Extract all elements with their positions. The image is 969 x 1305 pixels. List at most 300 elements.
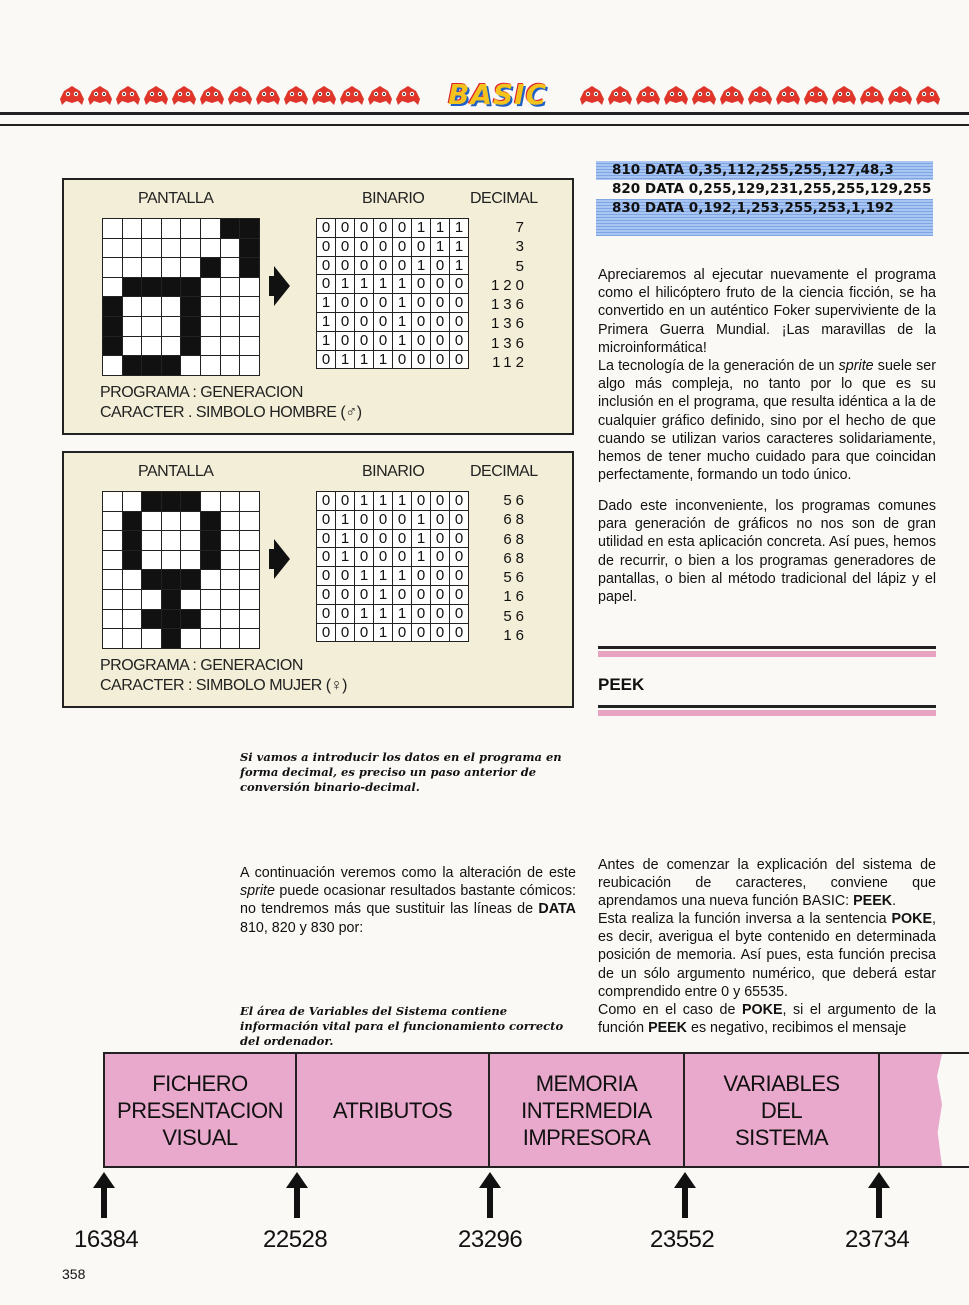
right-paragraph-1: Apreciaremos al ejecutar nuevamente el programa como el hilicóptero fruto de la ciencia ficción, se ha convertido en un auténtico Foker superviviente de la Primera Guerra Mundial. ¡Las maravillas de la microinformática!: [598, 267, 936, 356]
pixel-cell: [240, 278, 260, 298]
binary-digit: 0: [393, 530, 412, 549]
pixel-cell: [103, 570, 123, 590]
pixel-cell: [181, 590, 201, 610]
pixel-cell: [123, 337, 143, 357]
binary-digit: 1: [393, 492, 412, 511]
space-invader-icon: [58, 83, 86, 109]
arrow-shaft: [269, 276, 276, 296]
pixel-cell: [103, 258, 123, 278]
basic-logo: BASIC: [448, 78, 548, 111]
pixel-cell: [240, 219, 260, 239]
decimal-value: 16: [503, 588, 528, 606]
binary-digit: 0: [450, 567, 469, 586]
binary-digit: 1: [393, 294, 412, 313]
binary-digit: 0: [336, 219, 355, 238]
pixel-grid: [102, 491, 260, 649]
pixel-cell: [142, 570, 162, 590]
space-invader-icon: [338, 83, 366, 109]
pixel-cell: [201, 239, 221, 259]
pixel-cell: [240, 356, 260, 376]
pixel-cell: [123, 512, 143, 532]
programa-label: PROGRAMA : GENERACION: [100, 657, 303, 674]
space-invader-icon: [366, 83, 394, 109]
memory-region-label: MEMORIA: [535, 1070, 638, 1096]
pixel-cell: [221, 531, 241, 551]
pixel-cell: [221, 629, 241, 649]
binary-digit: 0: [431, 492, 450, 511]
binary-digit: 1: [450, 238, 469, 257]
pixel-cell: [142, 219, 162, 239]
pixel-cell: [142, 492, 162, 512]
memory-address: 16384: [74, 1226, 139, 1253]
binary-digit: 1: [336, 530, 355, 549]
binary-digit: 0: [317, 492, 336, 511]
binary-digit: 0: [431, 332, 450, 351]
binary-digit: 0: [450, 351, 469, 370]
decimal-label: DECIMAL: [470, 190, 538, 207]
space-invader-icon: [858, 83, 886, 109]
decimal-value: 68: [503, 511, 528, 529]
binary-digit: 0: [412, 332, 431, 351]
binary-digit: 1: [412, 548, 431, 567]
pixel-cell: [162, 590, 182, 610]
up-arrow-icon: [674, 1172, 696, 1218]
pixel-cell: [103, 512, 123, 532]
binary-digit: 1: [412, 530, 431, 549]
memory-region-label: VARIABLES: [723, 1070, 840, 1096]
pixel-cell: [162, 239, 182, 259]
pixel-cell: [123, 492, 143, 512]
binary-digit: 0: [317, 624, 336, 643]
space-invader-icon: [662, 83, 690, 109]
binary-digit: 1: [336, 275, 355, 294]
binary-digit: 1: [317, 294, 336, 313]
binary-digit: 0: [336, 492, 355, 511]
pixel-cell: [123, 317, 143, 337]
decimal-value: 56: [503, 607, 528, 625]
pixel-cell: [201, 337, 221, 357]
memory-address: 22528: [263, 1226, 328, 1253]
binary-digit: 1: [374, 492, 393, 511]
binary-digit: 0: [412, 294, 431, 313]
binary-digit: 0: [393, 586, 412, 605]
binary-digit: 0: [450, 294, 469, 313]
binary-digit: 0: [336, 586, 355, 605]
pixel-cell: [240, 570, 260, 590]
memory-region-label: FICHERO: [152, 1070, 248, 1096]
pixel-cell: [221, 356, 241, 376]
memory-region: [105, 1054, 297, 1166]
binary-digit: 0: [355, 624, 374, 643]
pixel-cell: [201, 531, 221, 551]
pixel-cell: [201, 590, 221, 610]
binary-digit: 1: [374, 605, 393, 624]
pixel-cell: [240, 317, 260, 337]
pixel-cell: [123, 297, 143, 317]
pixel-cell: [240, 258, 260, 278]
pixel-cell: [142, 239, 162, 259]
binary-digit: 0: [317, 567, 336, 586]
binary-digit: 0: [336, 294, 355, 313]
pixel-grid: [102, 218, 260, 376]
binary-digit: 0: [393, 511, 412, 530]
binary-digit: 0: [412, 492, 431, 511]
binary-digit: 1: [374, 567, 393, 586]
binary-digit: 0: [336, 238, 355, 257]
pixel-cell: [142, 629, 162, 649]
section-title-peek: PEEK: [598, 675, 645, 694]
binary-digit: 0: [450, 605, 469, 624]
binary-digit: 0: [431, 624, 450, 643]
pixel-cell: [162, 258, 182, 278]
binary-digit: 0: [374, 332, 393, 351]
pixel-cell: [162, 278, 182, 298]
binary-digit: 0: [412, 567, 431, 586]
space-invader-icon: [886, 83, 914, 109]
pixel-cell: [181, 219, 201, 239]
space-invader-icon: [310, 83, 338, 109]
space-invader-icon: [802, 83, 830, 109]
binary-digit: 1: [431, 219, 450, 238]
pixel-cell: [142, 512, 162, 532]
pixel-cell: [221, 337, 241, 357]
memory-region: [297, 1054, 490, 1166]
binary-digit: 0: [450, 530, 469, 549]
decimal-value: 56: [503, 569, 528, 587]
space-invader-icon: [226, 83, 254, 109]
pixel-cell: [221, 610, 241, 630]
decimal-label: DECIMAL: [470, 463, 538, 480]
decimal-value: 16: [503, 627, 528, 645]
binary-digit: 0: [336, 605, 355, 624]
binary-digit: 0: [355, 257, 374, 276]
binary-digit: 1: [393, 567, 412, 586]
binary-digit: 0: [355, 548, 374, 567]
pixel-cell: [240, 492, 260, 512]
right-arrow-icon: [274, 539, 290, 579]
binary-digit: 0: [412, 351, 431, 370]
binary-digit: 0: [393, 257, 412, 276]
pixel-cell: [240, 610, 260, 630]
pixel-cell: [103, 590, 123, 610]
pixel-cell: [162, 317, 182, 337]
binary-digit: 0: [336, 332, 355, 351]
binary-digit: 1: [412, 219, 431, 238]
pixel-cell: [181, 278, 201, 298]
binary-digit: 1: [412, 511, 431, 530]
binary-digit: 1: [374, 624, 393, 643]
binary-digit: 0: [431, 567, 450, 586]
binary-grid: [316, 218, 469, 369]
space-invader-icon: [142, 83, 170, 109]
pixel-cell: [123, 356, 143, 376]
pixel-cell: [201, 610, 221, 630]
binary-digit: 1: [317, 313, 336, 332]
pixel-cell: [142, 278, 162, 298]
pantalla-label: PANTALLA: [138, 463, 214, 480]
binary-digit: 1: [393, 313, 412, 332]
binario-label: BINARIO: [362, 190, 425, 207]
caption-system-variables: El área de Variables del Sistema contiene información vital para el funcionamiento correcto del ordenador.: [240, 1004, 564, 1048]
memory-map-bottom-rule: [103, 1166, 969, 1168]
pixel-cell: [221, 239, 241, 259]
binary-digit: 0: [336, 567, 355, 586]
binary-digit: 1: [336, 351, 355, 370]
binary-digit: 0: [355, 219, 374, 238]
pixel-cell: [162, 551, 182, 571]
pixel-cell: [240, 337, 260, 357]
pixel-cell: [240, 512, 260, 532]
caption-conversion: Si vamos a introducir los datos en el programa en forma decimal, es preciso un paso anterior de conversión binario-decimal.: [240, 750, 562, 794]
pixel-cell: [123, 531, 143, 551]
binary-digit: 1: [317, 332, 336, 351]
pixel-cell: [240, 629, 260, 649]
pixel-cell: [201, 278, 221, 298]
binary-digit: 1: [393, 605, 412, 624]
right-paragraph-4: Antes de comenzar la explicación del sistema de reubicación de caracteres, conviene que aprendamos una nueva función BASIC: PEEK.: [598, 857, 936, 910]
section-rule: [598, 705, 936, 708]
binary-digit: 0: [412, 586, 431, 605]
pixel-cell: [240, 590, 260, 610]
pixel-cell: [123, 219, 143, 239]
pixel-cell: [103, 278, 123, 298]
pixel-cell: [221, 492, 241, 512]
pixel-cell: [103, 356, 123, 376]
space-invader-icon: [634, 83, 662, 109]
pixel-cell: [123, 239, 143, 259]
pixel-cell: [142, 337, 162, 357]
caracter-label: CARACTER . SIMBOLO HOMBRE (♂): [100, 404, 362, 421]
binary-digit: 1: [412, 257, 431, 276]
memory-region-label: INTERMEDIA: [521, 1097, 652, 1123]
pixel-cell: [201, 317, 221, 337]
pixel-cell: [162, 570, 182, 590]
binary-digit: 0: [317, 530, 336, 549]
pixel-cell: [123, 570, 143, 590]
up-arrow-icon: [479, 1172, 501, 1218]
figure-female-symbol: [62, 451, 574, 708]
pixel-cell: [103, 239, 123, 259]
pixel-cell: [142, 356, 162, 376]
up-arrow-icon: [286, 1172, 308, 1218]
binary-digit: 0: [355, 238, 374, 257]
binary-digit: 1: [374, 275, 393, 294]
binary-digit: 0: [355, 294, 374, 313]
binary-digit: 1: [374, 351, 393, 370]
pixel-cell: [142, 610, 162, 630]
binary-digit: 1: [355, 567, 374, 586]
binary-digit: 0: [355, 313, 374, 332]
pixel-cell: [103, 297, 123, 317]
pixel-cell: [123, 278, 143, 298]
pixel-cell: [123, 258, 143, 278]
up-arrow-icon: [93, 1172, 115, 1218]
space-invader-icon: [282, 83, 310, 109]
binary-digit: 0: [412, 275, 431, 294]
pixel-cell: [103, 629, 123, 649]
binary-digit: 0: [412, 624, 431, 643]
space-invader-icon: [394, 83, 422, 109]
decimal-value: 136: [490, 334, 528, 352]
pixel-cell: [221, 551, 241, 571]
pixel-cell: [201, 551, 221, 571]
binary-digit: 0: [336, 313, 355, 332]
right-arrow-icon: [274, 266, 290, 306]
section-band: [598, 710, 936, 716]
pixel-cell: [162, 337, 182, 357]
binary-digit: 0: [355, 332, 374, 351]
code-line: 830 DATA 0,192,1,253,255,253,1,192: [612, 200, 894, 216]
code-line: 810 DATA 0,35,112,255,255,127,48,3: [612, 162, 894, 178]
binary-digit: 0: [317, 219, 336, 238]
pixel-cell: [142, 551, 162, 571]
pixel-cell: [181, 629, 201, 649]
binary-digit: 0: [393, 624, 412, 643]
left-paragraph: A continuación veremos como la alteración de este sprite puede ocasionar resultados bastante cómicos: no tendremos más que sustituir las líneas de DATA 810, 820 y 830 por:: [240, 865, 576, 936]
pixel-cell: [201, 219, 221, 239]
binary-digit: 1: [336, 511, 355, 530]
pixel-cell: [221, 219, 241, 239]
page-number: 358: [62, 1266, 86, 1282]
pixel-cell: [103, 219, 123, 239]
binary-digit: 1: [355, 351, 374, 370]
pixel-cell: [240, 239, 260, 259]
pixel-cell: [142, 531, 162, 551]
memory-region-label: SISTEMA: [734, 1124, 829, 1150]
header-rule-bottom: [0, 124, 969, 126]
binary-digit: 0: [450, 332, 469, 351]
binary-digit: 0: [317, 511, 336, 530]
binary-digit: 0: [374, 219, 393, 238]
space-invader-icon: [690, 83, 718, 109]
pixel-cell: [162, 610, 182, 630]
pixel-cell: [181, 258, 201, 278]
binario-label: BINARIO: [362, 463, 425, 480]
binary-digit: 1: [450, 219, 469, 238]
arrow-shaft: [269, 549, 276, 569]
programa-label: PROGRAMA : GENERACION: [100, 384, 303, 401]
space-invader-icon: [830, 83, 858, 109]
binary-digit: 0: [431, 605, 450, 624]
binary-digit: 1: [355, 275, 374, 294]
pixel-cell: [142, 317, 162, 337]
binary-digit: 0: [374, 313, 393, 332]
binary-digit: 0: [431, 351, 450, 370]
binary-digit: 0: [355, 530, 374, 549]
memory-address: 23552: [650, 1226, 715, 1253]
binary-digit: 1: [393, 332, 412, 351]
binary-digit: 0: [355, 586, 374, 605]
binary-digit: 0: [393, 219, 412, 238]
space-invader-icon: [114, 83, 142, 109]
space-invader-icon: [198, 83, 226, 109]
binary-digit: 0: [431, 548, 450, 567]
binary-digit: 0: [450, 492, 469, 511]
pantalla-label: PANTALLA: [138, 190, 214, 207]
binary-digit: 0: [393, 351, 412, 370]
binary-digit: 0: [431, 275, 450, 294]
binary-digit: 0: [317, 605, 336, 624]
binary-digit: 0: [412, 605, 431, 624]
memory-region: [685, 1054, 880, 1166]
binary-digit: 0: [317, 257, 336, 276]
binary-digit: 0: [431, 313, 450, 332]
pixel-cell: [240, 297, 260, 317]
pixel-cell: [103, 531, 123, 551]
binary-digit: 0: [450, 548, 469, 567]
pixel-cell: [201, 356, 221, 376]
space-invader-icon: [170, 83, 198, 109]
caracter-label: CARACTER : SIMBOLO MUJER (♀): [100, 677, 347, 694]
header-rule-top: [0, 112, 969, 115]
binary-digit: 0: [336, 624, 355, 643]
decimal-value: 68: [503, 530, 528, 548]
pixel-cell: [181, 297, 201, 317]
space-invader-icon: [578, 83, 606, 109]
binary-digit: 0: [336, 257, 355, 276]
memory-address: 23296: [458, 1226, 523, 1253]
pixel-cell: [181, 356, 201, 376]
pixel-cell: [240, 531, 260, 551]
pixel-cell: [181, 492, 201, 512]
pixel-cell: [142, 297, 162, 317]
pixel-cell: [221, 317, 241, 337]
binary-digit: 0: [431, 530, 450, 549]
binary-digit: 0: [431, 511, 450, 530]
pixel-cell: [201, 297, 221, 317]
binary-grid: [316, 491, 469, 642]
binary-digit: 0: [450, 511, 469, 530]
binary-digit: 0: [374, 294, 393, 313]
space-invader-icon: [606, 83, 634, 109]
pixel-cell: [103, 337, 123, 357]
pixel-cell: [142, 258, 162, 278]
pixel-cell: [181, 610, 201, 630]
pixel-cell: [103, 610, 123, 630]
binary-digit: 0: [412, 313, 431, 332]
pixel-cell: [181, 531, 201, 551]
right-paragraph-5: Esta realiza la función inversa a la sentencia POKE, es decir, averigua el byte contenido en determinada posición de memoria. Así pues, esta función precisa de un sólo argumento numérico, que deberá estar comprendido entre 0 y 65535.: [598, 911, 936, 1000]
decimal-column: [462, 218, 528, 372]
pixel-cell: [181, 512, 201, 532]
right-paragraph-6: Como en el caso de POKE, si el argumento de la función PEEK es negativo, recibimos el mensaje: [598, 1002, 936, 1037]
pixel-cell: [181, 570, 201, 590]
memory-region-label: IMPRESORA: [522, 1124, 651, 1150]
pixel-cell: [221, 512, 241, 532]
decimal-column: [462, 491, 528, 645]
binary-digit: 0: [393, 238, 412, 257]
pixel-cell: [162, 531, 182, 551]
space-invader-icon: [774, 83, 802, 109]
decimal-value: 136: [490, 315, 528, 333]
binary-digit: 0: [374, 511, 393, 530]
decimal-value: 5: [515, 257, 528, 275]
pixel-cell: [221, 570, 241, 590]
pixel-cell: [221, 297, 241, 317]
binary-digit: 0: [317, 548, 336, 567]
pixel-cell: [103, 551, 123, 571]
pixel-cell: [162, 629, 182, 649]
pixel-cell: [201, 570, 221, 590]
memory-region: [490, 1054, 685, 1166]
memory-address: 23734: [845, 1226, 910, 1253]
binary-digit: 0: [450, 586, 469, 605]
pixel-cell: [240, 551, 260, 571]
decimal-value: 56: [503, 492, 528, 509]
right-paragraph-3: Dado este inconveniente, los programas comunes para generación de gráficos no nos son de gran utilidad en esta aplicación concreta. Así pues, hemos de recurrir, o bien a los programas generadores de pantallas, o bien al método tradicional del lápiz y el papel.: [598, 498, 936, 606]
binary-digit: 0: [317, 275, 336, 294]
binary-digit: 0: [450, 313, 469, 332]
